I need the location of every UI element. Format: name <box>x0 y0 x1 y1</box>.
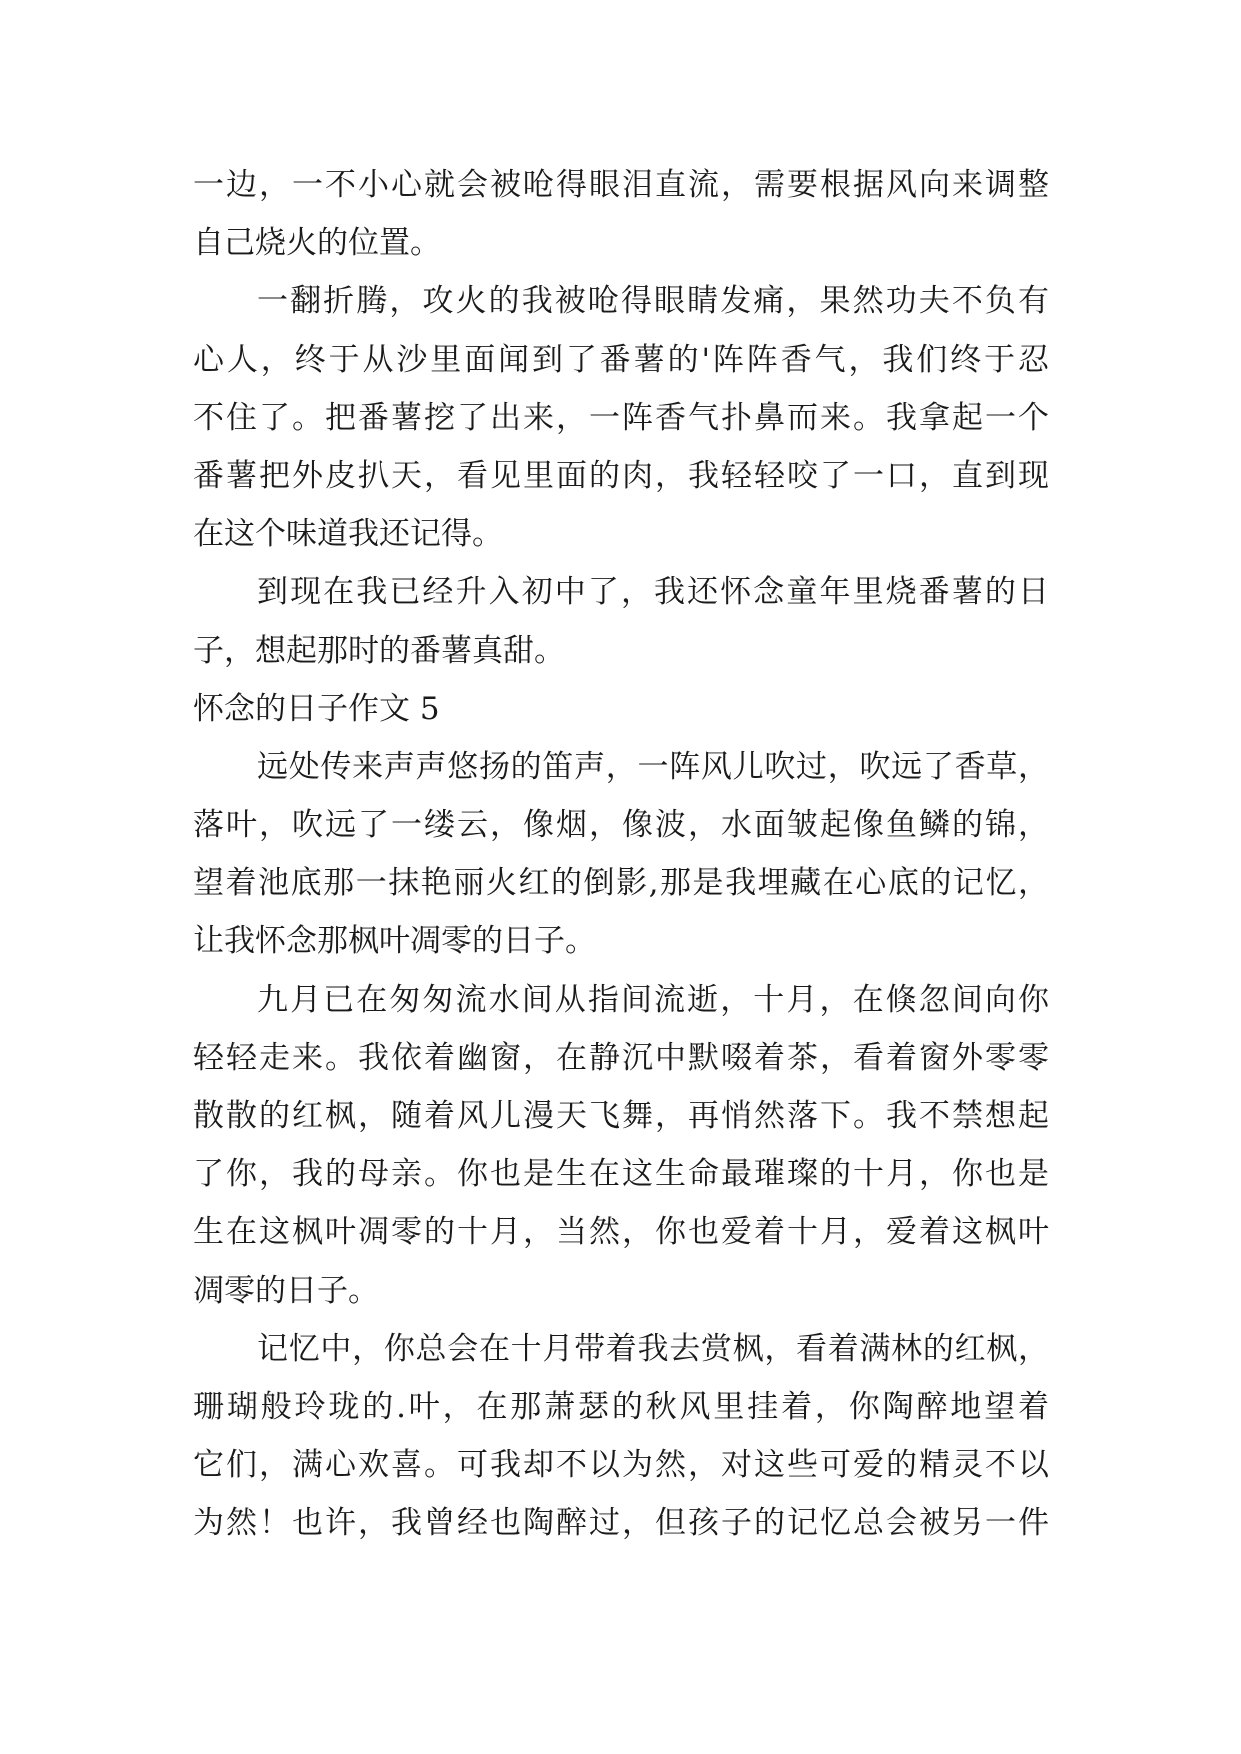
text-line: 让我怀念那枫叶凋零的日子。 <box>193 923 596 960</box>
text-line: 为然！也许，我曾经也陶醉过，但孩子的记忆总会被另一件 <box>193 1505 1049 1542</box>
text-line: 了你，我的母亲。你也是生在这生命最璀璨的十月，你也是 <box>193 1156 1049 1193</box>
paragraph <box>193 272 1049 563</box>
text-line: 记忆中，你总会在十月带着我去赏枫，看着满林的红枫， <box>257 1330 1049 1367</box>
paragraph <box>193 1320 1049 1553</box>
text-line: 一边，一不小心就会被呛得眼泪直流，需要根据风向来调整 <box>193 167 1049 203</box>
text-line: 落叶，吹远了一缕云，像烟，像波，水面皱起像鱼鳞的锦， <box>193 807 1049 844</box>
paragraph <box>193 971 1049 1320</box>
text-line: 一翻折腾，攻火的我被呛得眼睛发痛，果然功夫不负有 <box>257 283 1049 320</box>
text-line: 远处传来声声悠扬的笛声，一阵风儿吹过，吹远了香草， <box>257 748 1049 785</box>
text-line: 番薯把外皮扒天，看见里面的肉，我轻轻咬了一口，直到现 <box>193 457 1049 494</box>
text-line: 在这个味道我还记得。 <box>193 516 503 553</box>
paragraph <box>193 563 1049 679</box>
text-line: 它们，满心欢喜。可我却不以为然，对这些可爱的精灵不以 <box>193 1447 1049 1484</box>
text-line: 生在这枫叶凋零的十月，当然，你也爱着十月，爱着这枫叶 <box>193 1214 1049 1251</box>
text-line: 九月已在匆匆流水间从指间流逝，十月，在倏忽间向你 <box>257 981 1049 1018</box>
text-line: 望着池底那一抹艳丽火红的倒影,那是我埋藏在心底的记忆， <box>193 865 1049 902</box>
text-line: 子，想起那时的番薯真甜。 <box>193 632 565 669</box>
text-line: 到现在我已经升入初中了，我还怀念童年里烧番薯的日 <box>257 574 1049 611</box>
paragraph <box>193 738 1049 971</box>
document-page <box>193 156 1049 1553</box>
text-line: 轻轻走来。我依着幽窗，在静沉中默啜着茶，看着窗外零零 <box>193 1039 1049 1076</box>
section-heading: 怀念的日子作文 5 <box>193 690 440 727</box>
text-line: 凋零的日子。 <box>193 1272 379 1309</box>
text-line: 自己烧火的位置。 <box>193 225 441 262</box>
text-line: 心人，终于从沙里面闻到了番薯的'阵阵香气，我们终于忍 <box>193 341 1049 378</box>
text-line: 珊瑚般玲珑的.叶，在那萧瑟的秋风里挂着，你陶醉地望着 <box>193 1388 1049 1425</box>
text-line: 不住了。把番薯挖了出来，一阵香气扑鼻而来。我拿起一个 <box>193 399 1049 436</box>
text-line: 散散的红枫，随着风儿漫天飞舞，再悄然落下。我不禁想起 <box>193 1098 1049 1134</box>
paragraph <box>193 156 1049 272</box>
